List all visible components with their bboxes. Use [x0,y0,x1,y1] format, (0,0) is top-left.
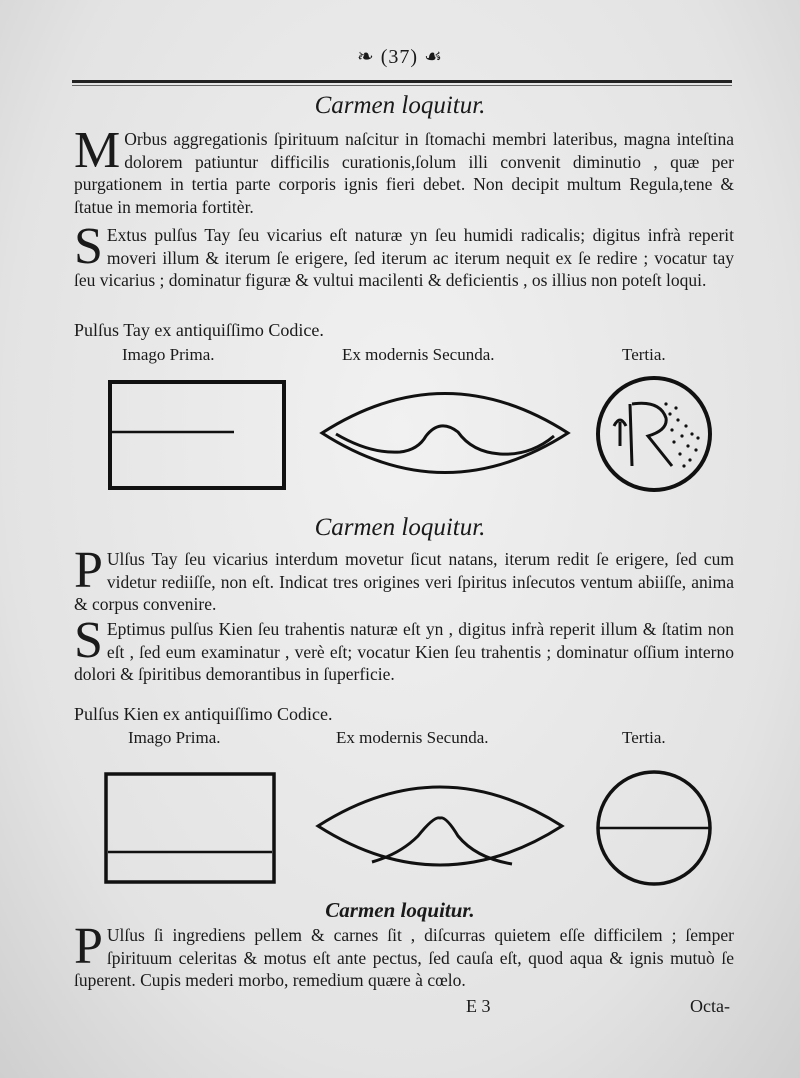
paragraph-text: Ulſus ſi ingrediens pellem & carnes ſit , diſcurras quietem eſſe difficilem ; ſemper ſpirituum celeritas & motus eſt ante pectus, ſed cauſa eſt, quod aqua & ignis mutuò ſe ſuperent. Cupis mederi morbo, remedium quære à cœlo. [74,925,734,991]
paragraph-text: Eptimus pulſus Kien ſeu trahentis naturæ eſt yn , digitus infrà reperit illum & ſtatim non eſt , ſed eum examinatur , verè eſt; vocatur Kien ſeu trahentis ; dominatur oſſium interno dolori & ſpiritibus demorantibus in ſuperficie. [74,619,734,685]
pulse-diagram-lens-peak [318,787,562,865]
header-rule [72,80,732,83]
figure-label: Imago Prima. [122,345,215,364]
catchword: Octa- [690,996,730,1016]
pulse-diagram-circle-midline [598,772,710,884]
figure-label: Tertia. [622,345,666,364]
drop-cap: P [74,918,103,975]
drop-cap: S [74,218,103,275]
drop-cap: M [74,122,121,179]
figure-label: Ex modernis Secunda. [342,345,495,364]
paragraph [74,612,734,686]
pulse-figures-row [100,374,720,500]
page-number: ❧ (37) ☙ [356,46,443,68]
drop-cap: S [74,612,103,669]
pulse-diagram-rectangle [110,382,284,488]
figure-label: Ex modernis Secunda. [336,728,489,747]
section-heading: Carmen loquitur. [325,898,475,922]
pulse-diagram-lens [322,394,568,473]
signature-mark: E 3 [466,996,491,1016]
figure-caption: Pulſus Kien ex antiquiſſimo Codice. [74,704,333,724]
paragraph-text: Ulſus Tay ſeu vicarius interdum movetur ſicut natans, iterum redit ſe erigere, ſed cum videtur rediiſſe, non eſt. Indicat tres origines veri ſpiritus inſecutos ventum abiiſſe, anima & corpus convenire. [74,549,734,615]
paragraph [74,218,734,292]
pulse-diagram-rectangle-lower-line [106,774,274,882]
pulse-diagram-circle-glyph [598,378,710,490]
figure-label: Tertia. [622,728,666,747]
section-heading: Carmen loquitur. [314,514,486,541]
paragraph [74,918,734,992]
drop-cap: P [74,542,103,599]
paragraph-text: Orbus aggregationis ſpirituum naſcitur in ſtomachi membri lateribus, magna inteſtina dolorem patiuntur difficilis curationis,ſolum illi convenit diminutio , quæ per purgationem in tertia parte corporis ignis fieri debet. Non decipit multum Regula,tene & ſtatue in memoria fortitèr. [74,129,734,217]
figure-label: Imago Prima. [128,728,221,747]
paragraph-text: Extus pulſus Tay ſeu vicarius eſt naturæ yn ſeu humidi radicalis; digitus infrà reperit moveri illum & iterum ſe erigere, ſed iterum ac iterum nequit ex ſe redire ; vocatur tay ſeu vicarius ; dominatur figuræ & vultui macilenti & deficientis , os illius non poteſt loqui. [74,225,734,291]
figure-caption: Pulſus Tay ex antiquiſſimo Codice. [74,320,324,340]
pulse-figures-row [100,766,720,890]
paragraph [74,122,734,218]
paragraph [74,542,734,616]
section-heading: Carmen loquitur. [314,92,486,119]
